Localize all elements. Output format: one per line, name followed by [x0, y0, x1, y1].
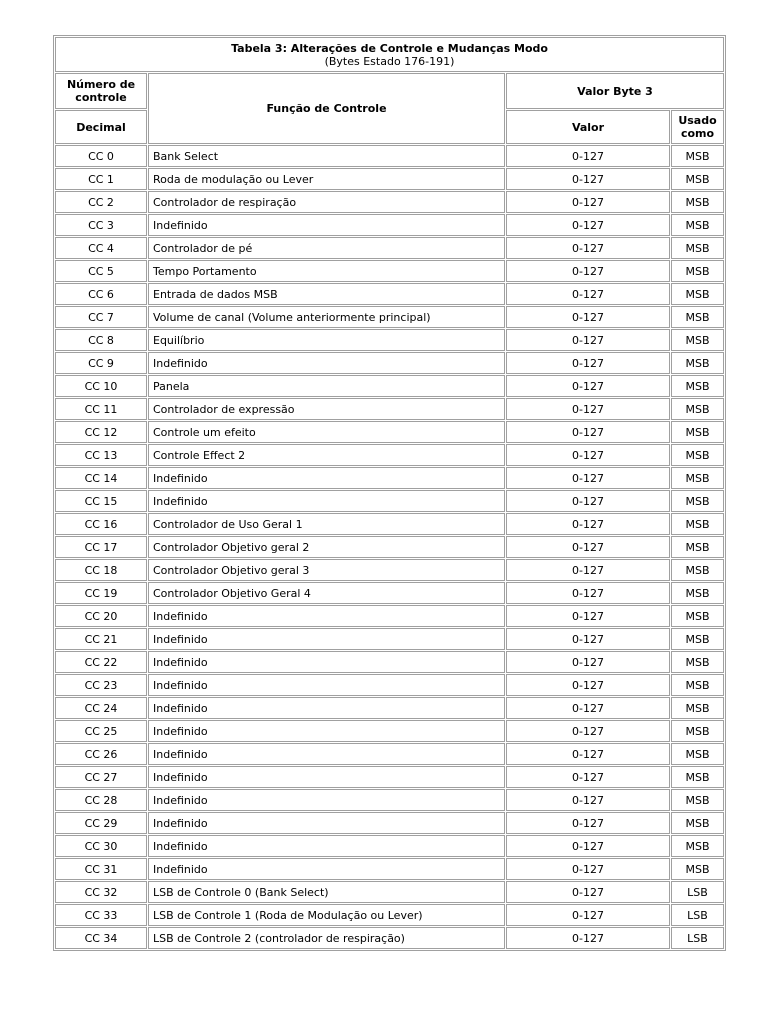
value-range-cell: 0-127 [506, 651, 670, 673]
control-function-cell: Bank Select [148, 145, 505, 167]
value-range-cell: 0-127 [506, 145, 670, 167]
table-row [55, 536, 724, 558]
table-row [55, 628, 724, 650]
control-function-cell: Controlador Objetivo geral 2 [148, 536, 505, 558]
cc-number-cell: CC 16 [55, 513, 147, 535]
value-range-cell: 0-127 [506, 375, 670, 397]
value-range-cell: 0-127 [506, 743, 670, 765]
value-range-cell: 0-127 [506, 398, 670, 420]
cc-number-cell: CC 19 [55, 582, 147, 604]
table-row [55, 743, 724, 765]
value-range-cell: 0-127 [506, 513, 670, 535]
used-as-cell: MSB [671, 559, 724, 581]
used-as-cell: MSB [671, 674, 724, 696]
control-function-cell: Controlador Objetivo geral 3 [148, 559, 505, 581]
control-function-cell: Indefinido [148, 352, 505, 374]
table-row [55, 283, 724, 305]
table-row [55, 352, 724, 374]
value-range-cell: 0-127 [506, 444, 670, 466]
table-row [55, 191, 724, 213]
value-range-cell: 0-127 [506, 881, 670, 903]
table-body [55, 145, 724, 949]
cc-number-cell: CC 33 [55, 904, 147, 926]
control-function-cell: Controle Effect 2 [148, 444, 505, 466]
control-function-cell: Controlador de Uso Geral 1 [148, 513, 505, 535]
value-range-cell: 0-127 [506, 927, 670, 949]
cc-number-cell: CC 25 [55, 720, 147, 742]
table-row [55, 421, 724, 443]
value-range-cell: 0-127 [506, 421, 670, 443]
used-as-cell: MSB [671, 145, 724, 167]
used-as-cell: MSB [671, 260, 724, 282]
table-row [55, 881, 724, 903]
used-as-cell: MSB [671, 582, 724, 604]
table-row [55, 674, 724, 696]
used-as-cell: MSB [671, 237, 724, 259]
cc-number-cell: CC 11 [55, 398, 147, 420]
table-row [55, 237, 724, 259]
used-as-cell: LSB [671, 927, 724, 949]
table-row [55, 513, 724, 535]
value-range-cell: 0-127 [506, 628, 670, 650]
table-row [55, 582, 724, 604]
table-title: Tabela 3: Alterações de Controle e Mudanças Modo [231, 41, 548, 55]
used-as-cell: MSB [671, 352, 724, 374]
used-as-cell: MSB [671, 743, 724, 765]
used-as-cell: MSB [671, 858, 724, 880]
cc-number-cell: CC 17 [55, 536, 147, 558]
table-row [55, 651, 724, 673]
cc-number-cell: CC 12 [55, 421, 147, 443]
value-range-cell: 0-127 [506, 168, 670, 190]
table-row [55, 214, 724, 236]
cc-number-cell: CC 34 [55, 927, 147, 949]
value-range-cell: 0-127 [506, 766, 670, 788]
control-function-cell: Indefinido [148, 858, 505, 880]
cc-number-cell: CC 32 [55, 881, 147, 903]
control-function-cell: LSB de Controle 1 (Roda de Modulação ou Lever) [148, 904, 505, 926]
cc-number-cell: CC 9 [55, 352, 147, 374]
control-function-cell: Entrada de dados MSB [148, 283, 505, 305]
cc-number-cell: CC 31 [55, 858, 147, 880]
used-as-cell: MSB [671, 789, 724, 811]
cc-number-cell: CC 29 [55, 812, 147, 834]
used-as-cell: MSB [671, 720, 724, 742]
value-range-cell: 0-127 [506, 306, 670, 328]
cc-number-cell: CC 27 [55, 766, 147, 788]
value-range-cell: 0-127 [506, 674, 670, 696]
value-range-cell: 0-127 [506, 582, 670, 604]
value-range-cell: 0-127 [506, 835, 670, 857]
cc-number-cell: CC 24 [55, 697, 147, 719]
value-range-cell: 0-127 [506, 490, 670, 512]
control-function-cell: Controlador de respiração [148, 191, 505, 213]
table-row [55, 329, 724, 351]
value-range-cell: 0-127 [506, 789, 670, 811]
cc-number-cell: CC 13 [55, 444, 147, 466]
control-function-cell: Roda de modulação ou Lever [148, 168, 505, 190]
header-numero-controle: Número de controle [55, 73, 147, 109]
header-funcao-controle: Função de Controle [148, 73, 505, 144]
value-range-cell: 0-127 [506, 352, 670, 374]
table-row [55, 927, 724, 949]
value-range-cell: 0-127 [506, 904, 670, 926]
header-valor-byte3: Valor Byte 3 [506, 73, 724, 109]
table-row [55, 260, 724, 282]
cc-number-cell: CC 10 [55, 375, 147, 397]
cc-number-cell: CC 20 [55, 605, 147, 627]
value-range-cell: 0-127 [506, 283, 670, 305]
value-range-cell: 0-127 [506, 812, 670, 834]
used-as-cell: MSB [671, 628, 724, 650]
used-as-cell: MSB [671, 651, 724, 673]
control-function-cell: Panela [148, 375, 505, 397]
value-range-cell: 0-127 [506, 559, 670, 581]
control-function-cell: Indefinido [148, 766, 505, 788]
control-change-table [53, 35, 726, 951]
table-row [55, 605, 724, 627]
cc-number-cell: CC 1 [55, 168, 147, 190]
control-function-cell: Equilíbrio [148, 329, 505, 351]
value-range-cell: 0-127 [506, 605, 670, 627]
cc-number-cell: CC 22 [55, 651, 147, 673]
cc-number-cell: CC 26 [55, 743, 147, 765]
value-range-cell: 0-127 [506, 214, 670, 236]
cc-number-cell: CC 30 [55, 835, 147, 857]
used-as-cell: MSB [671, 605, 724, 627]
used-as-cell: MSB [671, 214, 724, 236]
control-function-cell: Indefinido [148, 789, 505, 811]
control-function-cell: Indefinido [148, 697, 505, 719]
control-function-cell: Indefinido [148, 467, 505, 489]
used-as-cell: MSB [671, 490, 724, 512]
table-row [55, 904, 724, 926]
used-as-cell: MSB [671, 398, 724, 420]
value-range-cell: 0-127 [506, 858, 670, 880]
table-row [55, 490, 724, 512]
header-decimal: Decimal [55, 110, 147, 144]
value-range-cell: 0-127 [506, 536, 670, 558]
table-row [55, 835, 724, 857]
table-caption [55, 37, 724, 72]
table-row [55, 720, 724, 742]
cc-number-cell: CC 6 [55, 283, 147, 305]
used-as-cell: MSB [671, 444, 724, 466]
control-function-cell: Indefinido [148, 835, 505, 857]
value-range-cell: 0-127 [506, 720, 670, 742]
value-range-cell: 0-127 [506, 237, 670, 259]
value-range-cell: 0-127 [506, 697, 670, 719]
value-range-cell: 0-127 [506, 191, 670, 213]
control-function-cell: Indefinido [148, 812, 505, 834]
table-row [55, 375, 724, 397]
used-as-cell: LSB [671, 904, 724, 926]
header-usado-como: Usado como [671, 110, 724, 144]
table-row [55, 444, 724, 466]
table-row [55, 559, 724, 581]
used-as-cell: MSB [671, 536, 724, 558]
used-as-cell: MSB [671, 467, 724, 489]
table-row [55, 168, 724, 190]
table-row [55, 858, 724, 880]
used-as-cell: MSB [671, 421, 724, 443]
used-as-cell: MSB [671, 329, 724, 351]
cc-number-cell: CC 21 [55, 628, 147, 650]
control-function-cell: Indefinido [148, 214, 505, 236]
table-row [55, 789, 724, 811]
value-range-cell: 0-127 [506, 260, 670, 282]
cc-number-cell: CC 28 [55, 789, 147, 811]
used-as-cell: MSB [671, 283, 724, 305]
control-function-cell: Tempo Portamento [148, 260, 505, 282]
used-as-cell: MSB [671, 812, 724, 834]
control-function-cell: Controlador de expressão [148, 398, 505, 420]
table-row [55, 812, 724, 834]
table-row [55, 145, 724, 167]
control-function-cell: Controlador Objetivo Geral 4 [148, 582, 505, 604]
control-function-cell: Indefinido [148, 628, 505, 650]
used-as-cell: MSB [671, 766, 724, 788]
used-as-cell: MSB [671, 375, 724, 397]
used-as-cell: MSB [671, 168, 724, 190]
cc-number-cell: CC 2 [55, 191, 147, 213]
control-function-cell: Indefinido [148, 674, 505, 696]
value-range-cell: 0-127 [506, 329, 670, 351]
table-row [55, 697, 724, 719]
value-range-cell: 0-127 [506, 467, 670, 489]
control-function-cell: Volume de canal (Volume anteriormente principal) [148, 306, 505, 328]
cc-number-cell: CC 23 [55, 674, 147, 696]
control-function-cell: Indefinido [148, 720, 505, 742]
control-function-cell: Controle um efeito [148, 421, 505, 443]
cc-number-cell: CC 8 [55, 329, 147, 351]
used-as-cell: MSB [671, 513, 724, 535]
control-function-cell: LSB de Controle 2 (controlador de respiração) [148, 927, 505, 949]
cc-number-cell: CC 15 [55, 490, 147, 512]
cc-number-cell: CC 7 [55, 306, 147, 328]
used-as-cell: LSB [671, 881, 724, 903]
cc-number-cell: CC 14 [55, 467, 147, 489]
control-function-cell: Controlador de pé [148, 237, 505, 259]
used-as-cell: MSB [671, 191, 724, 213]
used-as-cell: MSB [671, 835, 724, 857]
cc-number-cell: CC 3 [55, 214, 147, 236]
control-function-cell: Indefinido [148, 651, 505, 673]
control-function-cell: Indefinido [148, 490, 505, 512]
header-valor: Valor [506, 110, 670, 144]
table-row [55, 467, 724, 489]
cc-number-cell: CC 18 [55, 559, 147, 581]
table-row [55, 306, 724, 328]
cc-number-cell: CC 0 [55, 145, 147, 167]
table-subtitle: (Bytes Estado 176-191) [324, 54, 455, 68]
control-function-cell: Indefinido [148, 605, 505, 627]
used-as-cell: MSB [671, 697, 724, 719]
cc-number-cell: CC 5 [55, 260, 147, 282]
used-as-cell: MSB [671, 306, 724, 328]
control-function-cell: Indefinido [148, 743, 505, 765]
cc-number-cell: CC 4 [55, 237, 147, 259]
table-row [55, 766, 724, 788]
control-function-cell: LSB de Controle 0 (Bank Select) [148, 881, 505, 903]
table-row [55, 398, 724, 420]
